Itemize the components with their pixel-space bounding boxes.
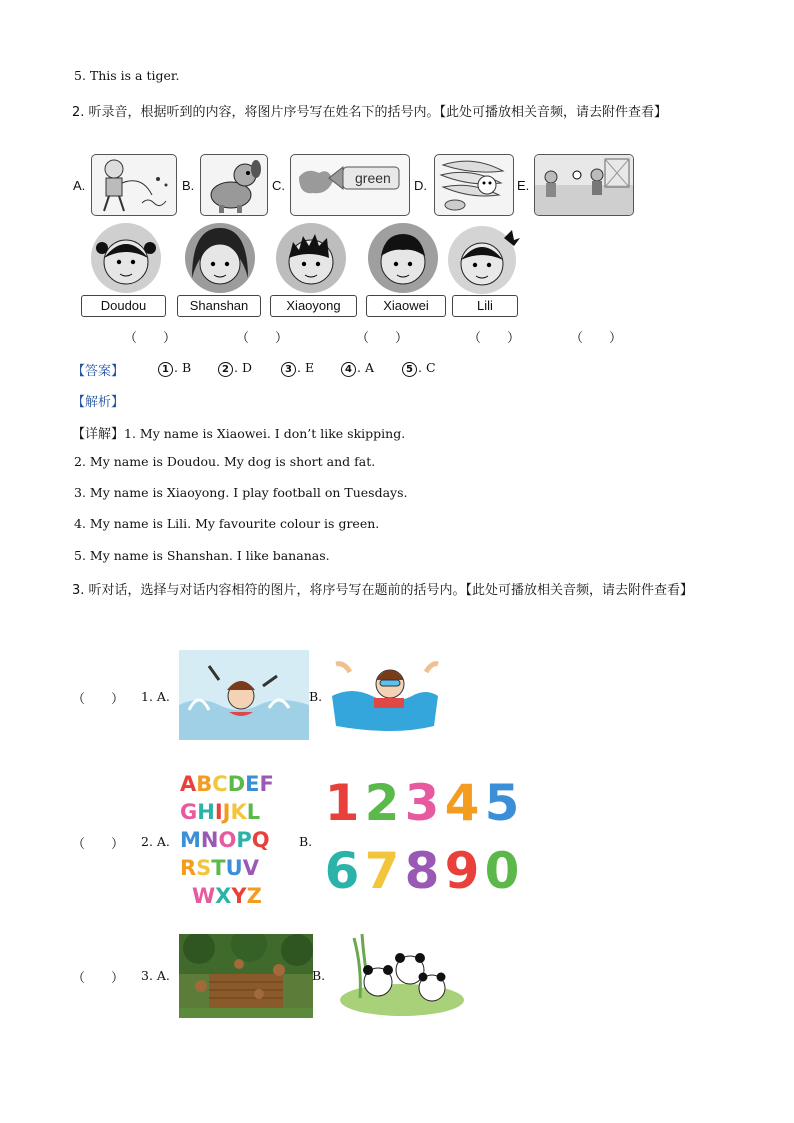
answer-paren-4[interactable]: （ ）: [468, 331, 521, 346]
cartoon-letter: W: [192, 884, 216, 908]
cartoon-letter: M: [180, 828, 201, 852]
cartoon-letter: E: [245, 772, 260, 796]
cartoon-digit: 2: [364, 774, 400, 832]
cartoon-letter: F: [259, 772, 274, 796]
cartoon-letter: Y: [231, 884, 247, 908]
name-box-lili: Lili: [452, 295, 518, 317]
digit-row: [318, 838, 524, 906]
face-doudou: [90, 222, 162, 298]
q3-row-1-b: B.: [309, 689, 323, 704]
letter-row: [178, 882, 300, 910]
cartoon-letter: R: [180, 856, 197, 880]
cartoon-letter: L: [246, 800, 261, 824]
cartoon-letter: H: [197, 800, 215, 824]
answer-paren-2[interactable]: （ ）: [236, 331, 289, 346]
cartoon-letter: O: [218, 828, 237, 852]
cartoon-digit: 3: [404, 774, 440, 832]
option-letter-e: E.: [517, 178, 530, 193]
answer-paren-3[interactable]: （ ）: [356, 331, 409, 346]
name-box-xiaowei: Xiaowei: [366, 295, 446, 317]
letter-row: [178, 826, 300, 854]
detail-3: 3. My name is Xiaoyong. I play football on Tuesdays.: [74, 485, 408, 500]
line-top: 5. This is a tiger.: [74, 68, 180, 83]
cartoon-digit: 0: [484, 842, 520, 900]
q3-row-3-b: B.: [312, 968, 326, 983]
cartoon-letter: Q: [251, 828, 270, 852]
digit-row: [318, 770, 524, 838]
q3-row-1-label: 1. A.: [141, 689, 170, 704]
q3-row-3-label: 3. A.: [141, 968, 170, 983]
detail-5: 5. My name is Shanshan. I like bananas.: [74, 548, 330, 563]
cartoon-letter: V: [242, 856, 259, 880]
cartoon-digit: 1: [324, 774, 360, 832]
cartoon-letter: G: [180, 800, 198, 824]
name-box-shanshan: Shanshan: [177, 295, 261, 317]
picture-a-skipping: [91, 154, 177, 216]
answer-5: 5 . C: [402, 360, 436, 377]
cartoon-letter: U: [225, 856, 243, 880]
cartoon-digit: 7: [364, 842, 400, 900]
face-xiaowei: [366, 222, 440, 298]
analysis-label: 【解析】: [72, 395, 125, 410]
q3-title: 3. 听对话，选择与对话内容相符的图片，将序号写在题前的括号内。【此处可播放相关音频，请去附件查看】: [72, 583, 694, 598]
picture-b-dog: [200, 154, 268, 216]
q3-paren-3[interactable]: （ ）: [72, 971, 125, 986]
cartoon-letter: D: [227, 772, 246, 796]
cartoon-letter: X: [215, 884, 232, 908]
face-xiaoyong: [274, 222, 348, 298]
cartoon-digit: 9: [444, 842, 480, 900]
cartoon-letter: K: [230, 800, 247, 824]
cartoon-digit: 5: [484, 774, 520, 832]
q2-title: 2. 听录音，根据听到的内容，将图片序号写在姓名下的括号内。【此处可播放相关音频，请去附件查看】: [72, 105, 668, 120]
cartoon-digit: 8: [404, 842, 440, 900]
letter-row: [178, 770, 300, 798]
answer-4: 4 . A: [341, 360, 374, 377]
cartoon-letter: P: [236, 828, 252, 852]
picture-q3-1b-swimming: [330, 652, 440, 732]
detail-2: 2. My name is Doudou. My dog is short and fat.: [74, 454, 376, 469]
picture-c-crayon: [290, 154, 410, 216]
q3-row-2-b: B.: [299, 834, 313, 849]
picture-q3-3b-pandas: [332, 930, 466, 1020]
face-lili: [446, 222, 522, 298]
cartoon-letter: B: [196, 772, 213, 796]
cartoon-digit: 4: [444, 774, 480, 832]
cartoon-letter: C: [212, 772, 228, 796]
cartoon-letter: T: [211, 856, 226, 880]
q3-row-2-label: 2. A.: [141, 834, 170, 849]
detail-1: 【详解】1. My name is Xiaowei. I don’t like skipping.: [72, 426, 406, 442]
cartoon-letter: N: [200, 828, 219, 852]
q3-paren-1[interactable]: （ ）: [72, 692, 125, 707]
name-box-doudou: Doudou: [81, 295, 166, 317]
letter-row: [178, 854, 300, 882]
name-box-xiaoyong: Xiaoyong: [270, 295, 357, 317]
picture-q3-1a-drowning: [179, 650, 309, 740]
cartoon-letter: A: [180, 772, 197, 796]
q3-paren-2[interactable]: （ ）: [72, 837, 125, 852]
picture-e-football: [534, 154, 634, 216]
answer-1: 1 . B: [158, 360, 191, 377]
picture-q3-2a-letters: [178, 770, 300, 912]
picture-q3-2b-numbers: [318, 770, 524, 910]
answer-paren-5[interactable]: （ ）: [570, 331, 623, 346]
letter-row: [178, 798, 300, 826]
option-letter-b: B.: [182, 178, 195, 193]
answer-label: 【答案】: [72, 364, 125, 379]
answer-paren-1[interactable]: （ ）: [124, 331, 177, 346]
picture-q3-3a-monkeys: [179, 934, 313, 1018]
option-letter-c: C.: [272, 178, 285, 193]
option-letter-d: D.: [414, 178, 427, 193]
answer-2: 2 . D: [218, 360, 252, 377]
cartoon-letter: Z: [246, 884, 262, 908]
cartoon-letter: S: [196, 856, 212, 880]
green-word: green: [355, 170, 391, 186]
face-shanshan: [182, 222, 258, 298]
cartoon-digit: 6: [324, 842, 360, 900]
option-letter-a: A.: [73, 178, 86, 193]
answer-3: 3 . E: [281, 360, 314, 377]
picture-d-bananas: [434, 154, 514, 216]
cartoon-letter: J: [222, 800, 231, 824]
detail-4: 4. My name is Lili. My favourite colour is green.: [74, 516, 380, 531]
cartoon-letter: I: [214, 800, 223, 824]
